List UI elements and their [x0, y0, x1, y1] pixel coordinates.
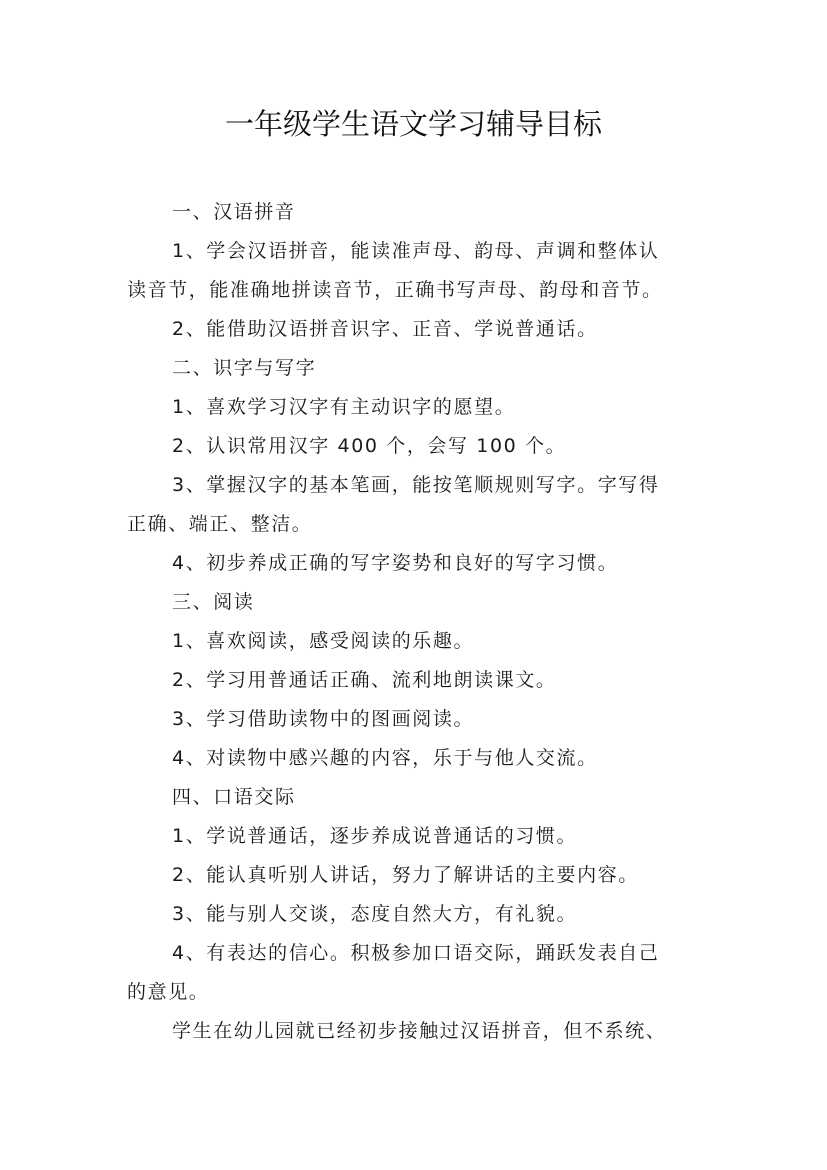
- paragraph-line: 正确、端正、整洁。: [127, 513, 313, 535]
- paragraph-line: 3、掌握汉字的基本笔画，能按笔顺规则写字。字写得: [172, 474, 660, 496]
- paragraph-line: 4、对读物中感兴趣的内容，乐于与他人交流。: [172, 747, 598, 769]
- paragraph-line: 1、喜欢学习汉字有主动识字的愿望。: [172, 396, 516, 418]
- section-heading-reading: 三、阅读: [172, 591, 255, 613]
- paragraph-line: 3、能与别人交谈，态度自然大方，有礼貌。: [172, 903, 578, 925]
- paragraph-line: 的意见。: [127, 981, 210, 1003]
- paragraph-line: 2、学习用普通话正确、流利地朗读课文。: [172, 669, 557, 691]
- paragraph-line: 2、能认真听别人讲话，努力了解讲话的主要内容。: [172, 864, 639, 886]
- paragraph-line: 2、认识常用汉字 400 个，会写 100 个。: [172, 435, 567, 457]
- paragraph-line: 读音节，能准确地拼读音节，正确书写声母、韵母和音节。: [127, 279, 663, 301]
- paragraph-line: 4、初步养成正确的写字姿势和良好的写字习惯。: [172, 552, 619, 574]
- paragraph-line: 4、有表达的信心。积极参加口语交际，踊跃发表自己: [172, 942, 660, 964]
- paragraph-line: 1、喜欢阅读，感受阅读的乐趣。: [172, 630, 475, 652]
- document-body: [127, 193, 717, 1051]
- section-heading-pinyin: 一、汉语拼音: [172, 201, 296, 223]
- paragraph-line: 1、学说普通话，逐步养成说普通话的习惯。: [172, 825, 578, 847]
- document-title: 一年级学生语文学习辅导目标: [224, 107, 602, 141]
- paragraph-line: 1、学会汉语拼音，能读准声母、韵母、声调和整体认: [172, 240, 660, 262]
- paragraph-line: 学生在幼儿园就已经初步接触过汉语拼音，但不系统、: [172, 1020, 667, 1042]
- section-heading-oral: 四、口语交际: [172, 786, 296, 808]
- section-heading-characters: 二、识字与写字: [172, 357, 317, 379]
- paragraph-line: 2、能借助汉语拼音识字、正音、学说普通话。: [172, 318, 598, 340]
- paragraph-line: 3、学习借助读物中的图画阅读。: [172, 708, 475, 730]
